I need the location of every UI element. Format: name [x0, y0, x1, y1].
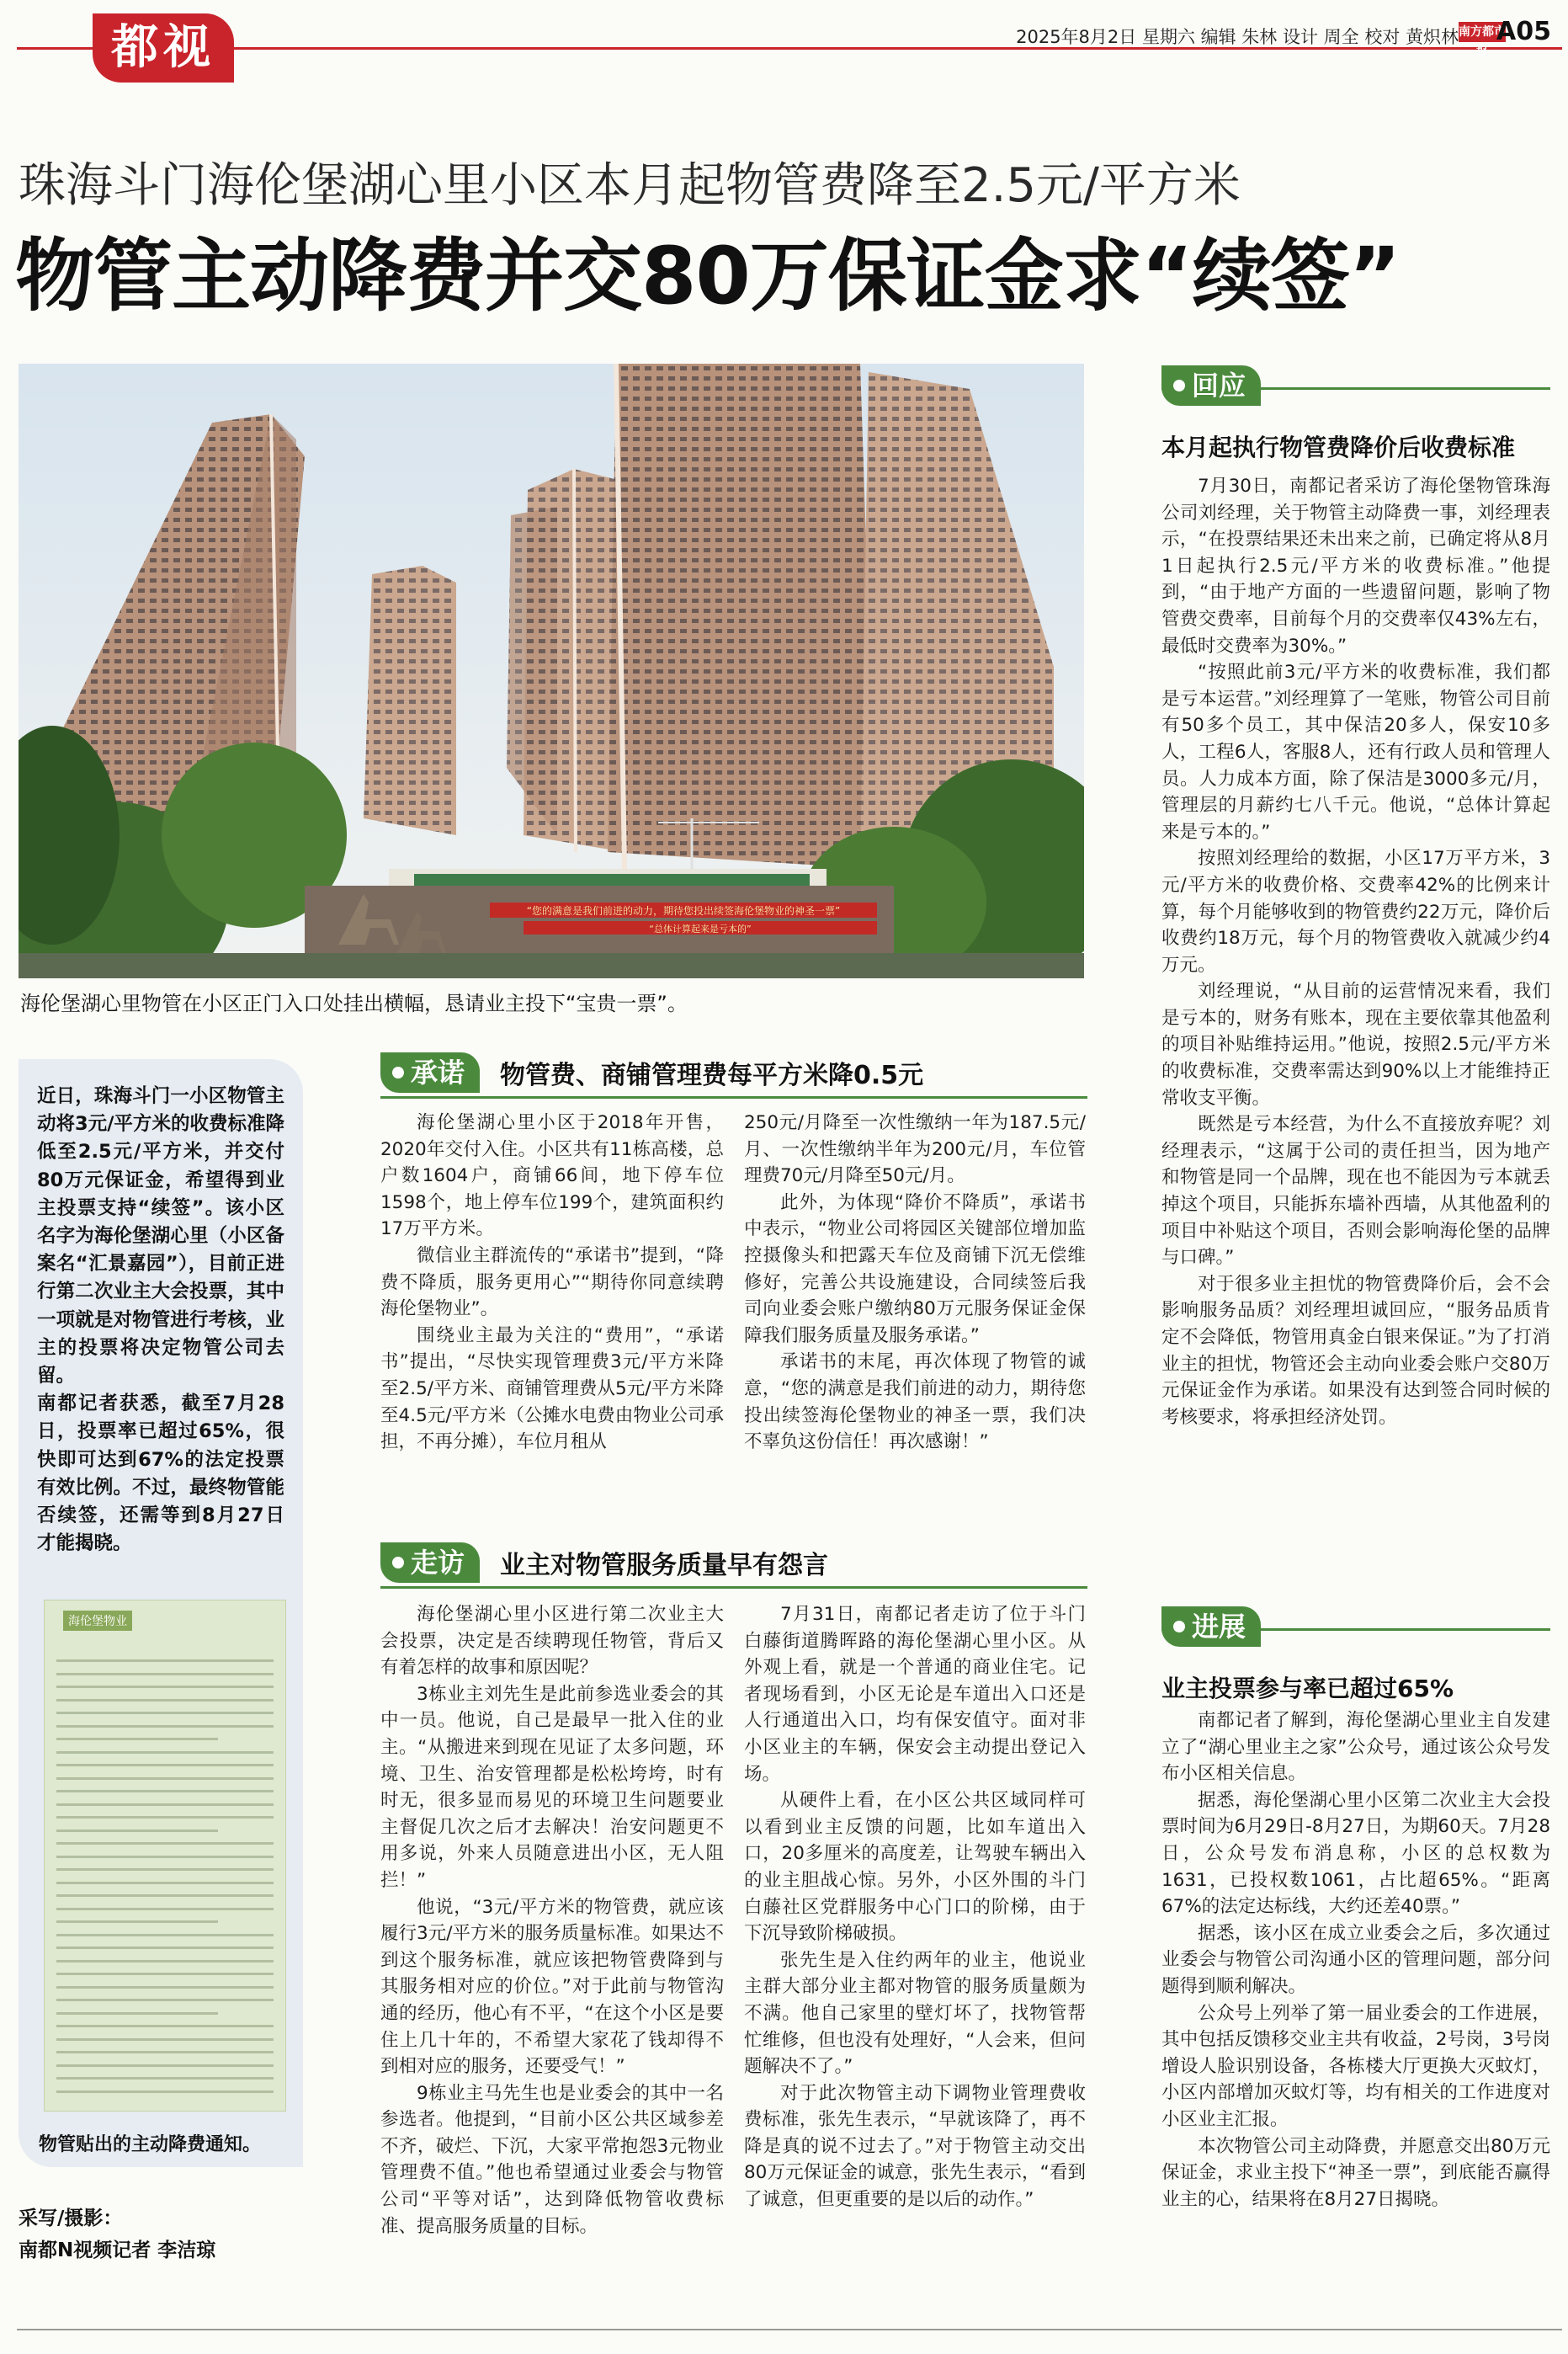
notice-text-line — [56, 1764, 274, 1766]
promise-column-1 — [380, 1110, 724, 1456]
visit-rule — [380, 1586, 1087, 1589]
response-paragraph: 7月30日，南都记者采访了海伦堡物管珠海公司刘经理，关于物管主动降费一事，刘经理表示，“在投票结果还未出来之前，已确定将从8月1日起执行2.5元/平方米的收费标准。”他提到，“由于地产方面的一些遗留问题，影响了物管费交费率，目前每个月的交费率仅43%左右，最低时交费率为30%。” — [1161, 476, 1550, 657]
notice-text-line — [56, 1659, 274, 1662]
notice-text-line — [56, 1868, 274, 1871]
notice-text-line — [56, 1986, 274, 1989]
notice-text-line — [56, 1894, 274, 1897]
notice-text-line — [56, 2038, 274, 2041]
byline — [19, 2202, 215, 2266]
photo-caption: 海伦堡湖心里物管在小区正门入口处挂出横幅，恳请业主投下“宝贵一票”。 — [20, 992, 688, 1015]
notice-text-line — [56, 1973, 274, 1975]
promise-paragraph: 围绕业主最为关注的“费用”，“承诺书”提出，“尽快实现管理费3元/平方米降至2.5/平方米、商铺管理费从5元/平方米降至4.5元/平方米（公摊水电费由物业公司承担，不再分摊），车位月租从 — [380, 1324, 724, 1453]
bullet-dot-icon — [1173, 380, 1185, 391]
promise-paragraph: 微信业主群流传的“承诺书”提到，“降费不降质，服务更用心”“期待你同意续聘海伦堡物业”。 — [380, 1244, 724, 1320]
notice-text-line — [56, 1882, 274, 1884]
progress-section — [1161, 1606, 1550, 1704]
visit-paragraph: 张先生是入住约两年的业主，他说业主群大部分业主都对物管的服务质量颇为不满。他自己家里的壁灯坏了，找物管帮忙维修，但也没有处理好，“人会来，但问题解决不了。” — [744, 1949, 1086, 2078]
issue-info: 2025年8月2日 星期六 编辑 朱林 设计 周全 校对 黄炽林 — [1016, 27, 1459, 47]
footer-rule — [17, 2329, 1562, 2330]
notice-text-line — [56, 1790, 274, 1792]
progress-paragraph: 南都记者了解到，海伦堡湖心里业主自发建立了“湖心里业主之家”公众号，通过该公众号发布小区相关信息。 — [1161, 1710, 1550, 1785]
notice-logo: 海伦堡物业 — [63, 1611, 132, 1631]
progress-paragraph: 据悉，海伦堡湖心里小区第二次业主大会投票时间为6月29日-8月27日，为期60天。7月28日，公众号发布消息称，小区的总权数为1631，已投权数1061，占比超65%。“距离67%的法定达标线，大约还差40票。” — [1161, 1789, 1550, 1918]
visit-paragraph: 3栋业主刘先生是此前参选业委会的其中一员。他说，自己是最早一批入住的业主。“从搬进来到现在见证了太多问题，环境、卫生、治安管理都是松松垮垮，时有时无，很多显而易见的环境卫生问题要业主督促几次之后才去解决！治安问题更不用多说，外来人员随意进出小区，无人阻拦！” — [380, 1683, 724, 1891]
notice-text-line — [56, 1934, 274, 1936]
promise-paragraph: 海伦堡湖心里小区于2018年开售，2020年交付入住。小区共有11栋高楼，总户数1604户，商铺66间，地下停车位1598个，地上停车位199个，建筑面积约17万平方米。 — [380, 1112, 724, 1240]
response-paragraph: 既然是亏本经营，为什么不直接放弃呢？刘经理表示，“这属于公司的责任担当，因为地产和物管是同一个品牌，现在也不能因为亏本就丢掉这个项目，只能拆东墙补西墙，从其他盈利的项目中补贴这个项目，否则会影响海伦堡的品牌与口碑。” — [1161, 1114, 1550, 1269]
notice-text-line — [56, 1947, 274, 1949]
byline-name: 南都N视频记者 李洁琼 — [19, 2239, 216, 2261]
visit-column-1 — [380, 1601, 724, 2239]
page-number: A05 — [1496, 17, 1551, 46]
visit-paragraph: 对于此次物管主动下调物业管理费收费标准，张先生表示，“早就该降了，再不降是真的说不过去了。”对于物管主动交出80万元保证金的诚意，张先生表示，“看到了诚意，但更重要的是以后的动作。” — [744, 2082, 1086, 2211]
visit-section — [380, 1542, 1087, 1589]
bullet-dot-icon — [392, 1557, 404, 1568]
notice-text-line — [56, 1712, 274, 1714]
promise-paragraph: 250元/月降至一次性缴纳一年为187.5元/月、一次性缴纳半年为200元/月，车位管理费70元/月降至50元/月。 — [744, 1112, 1086, 1187]
kicker-headline: 珠海斗门海伦堡湖心里小区本月起物管费降至2.5元/平方米 — [19, 158, 1241, 213]
notice-text-line — [56, 1673, 274, 1675]
notice-text-line — [56, 1960, 274, 1963]
notice-text-line — [56, 1842, 274, 1845]
notice-text-line — [56, 2051, 274, 2053]
visit-paragraph: 他说，“3元/平方米的物管费，就应该履行3元/平方米的服务质量标准。如果达不到这个服务标准，就应该把物管费降到与其服务相对应的价位。”对于此前与物管沟通的经历，他心有不平，“在这个小区是要住上几十年的，不希望大家花了钱却得不到相对应的服务，还要受气！” — [380, 1896, 724, 2078]
visit-paragraph: 海伦堡湖心里小区进行第二次业主大会投票，决定是否续聘现任物管，背后又有着怎样的故事和原因呢？ — [380, 1604, 724, 1679]
photo-banner-text-2: “总体计算起来是亏本的” — [649, 924, 752, 935]
section-badge: 都视 — [93, 13, 234, 83]
promise-tag: 承诺 — [380, 1052, 480, 1093]
notice-text-line — [56, 1856, 274, 1858]
bullet-dot-icon — [1173, 1621, 1185, 1632]
visit-paragraph: 从硬件上看，在小区公共区域同样可以看到业主反馈的问题，比如车道出入口，20多厘米的高度差，让驾驶车辆出入的业主胆战心惊。另外，小区外围的斗门白藤社区党群服务中心门口的阶梯，由于下沉导致阶梯破损。 — [744, 1790, 1086, 1945]
response-tag: 回应 — [1161, 365, 1261, 406]
lead-paragraph-2: 南都记者获悉，截至7月28日，投票率已超过65%，很快即可达到67%的法定投票有效比例。不过，最终物管能否续签，还需等到8月27日才能揭晓。 — [37, 1393, 284, 1555]
response-column — [1161, 473, 1550, 1430]
response-paragraph: 按照刘经理给的数据，小区17万平方米，3元/平方米的收费价格、交费率42%的比例来计算，每个月能够收到的物管费约22万元，降价后收费约18万元，每个月的物管费收入就减少约4万元。 — [1161, 848, 1550, 976]
promise-paragraph: 承诺书的末尾，再次体现了物管的诚意，“您的满意是我们前进的动力，期待您投出续签海伦堡物业的神圣一票，我们决不辜负这份信任！再次感谢！” — [744, 1351, 1086, 1453]
notice-text-line — [56, 2077, 274, 2080]
news-photo — [19, 364, 1084, 978]
lead-box — [19, 1059, 303, 2167]
promise-rule — [380, 1096, 1087, 1099]
notice-text-line — [56, 1999, 274, 2001]
notice-text-line — [56, 1777, 274, 1780]
notice-text-line — [56, 2064, 274, 2067]
notice-text-line — [56, 1738, 218, 1740]
photo-banner-text-1: “您的满意是我们前进的动力，期待您投出续签海伦堡物业的神圣一票” — [526, 905, 841, 917]
main-headline: 物管主动降费并交80万保证金求“续签” — [15, 231, 1401, 322]
notice-caption: 物管贴出的主动降费通知。 — [39, 2134, 262, 2155]
notice-text-line — [56, 1686, 274, 1688]
notice-text-line — [56, 2012, 218, 2015]
response-paragraph: 对于很多业主担忧的物管费降价后，会不会影响服务品质？刘经理坦诚回应，“服务品质肯定不会降低，物管用真金白银来保证。”为了打消业主的担忧，物管还会主动向业委会账户交80万元保证金作为承诺。如果没有达到签合同时候的考核要求，将承担经济处罚。 — [1161, 1273, 1550, 1428]
notice-text-line — [56, 1699, 274, 1702]
notice-text-line — [56, 1829, 218, 1832]
progress-paragraph: 公众号上列举了第一届业委会的工作进展，其中包括反馈移交业主共有收益，2号岗，3号岗增设人脸识别设备，各栋楼大厅更换大灭蚊灯，小区内部增加灭蚊灯等，均有相关的工作进度对小区业主汇报。 — [1161, 2002, 1550, 2130]
progress-subhead: 业主投票参与率已超过65% — [1161, 1675, 1454, 1702]
notice-text-line — [56, 1751, 274, 1754]
visit-column-2 — [744, 1601, 1086, 2213]
notice-text-line — [56, 2090, 274, 2093]
promise-section — [380, 1052, 1087, 1099]
lead-paragraph-1: 近日，珠海斗门一小区物管主动将3元/平方米的收费标准降低至2.5元/平方米，并交付80万元保证金，希望得到业主投票支持“续签”。该小区名字为海伦堡湖心里（小区备案名“汇景嘉园”），目前正进行第二次业主大会投票，其中一项就是对物管进行考核，业主的投票将决定物管公司去留。 — [37, 1085, 284, 1387]
promise-paragraph: 此外，为体现“降价不降质”，承诺书中表示，“物业公司将园区关键部位增加监控摄像头和把露天车位及商铺下沉无偿维修好，完善公共设施建设，合同续签后我司向业委会账户缴纳80万元服务保证金保障我们服务质量及服务承诺。” — [744, 1191, 1086, 1346]
bullet-dot-icon — [392, 1067, 404, 1078]
notice-text-line — [56, 1920, 218, 1923]
notice-text-line — [56, 1908, 274, 1910]
response-section — [1161, 365, 1550, 463]
paper-logo: 南方都市报 — [1459, 22, 1506, 42]
notice-text-line — [56, 1803, 274, 1806]
fee-notice-photo — [44, 1600, 286, 2112]
apartment-towers-image — [19, 364, 1084, 978]
notice-text-line — [56, 1816, 274, 1819]
progress-paragraph: 据悉，该小区在成立业委会之后，多次通过业委会与物管公司沟通小区的管理问题，部分问题得到顺利解决。 — [1161, 1922, 1550, 1997]
progress-paragraph: 本次物管公司主动降费，并愿意交出80万元保证金，求业主投下“神圣一票”，到底能否赢得业主的心，结果将在8月27日揭晓。 — [1161, 2135, 1550, 2210]
notice-text-line — [56, 1725, 274, 1728]
notice-text-line — [56, 2025, 274, 2027]
promise-subhead: 物管费、商铺管理费每平方米降0.5元 — [500, 1061, 924, 1090]
visit-subhead: 业主对物管服务质量早有怨言 — [500, 1551, 829, 1580]
lead-text — [37, 1083, 284, 1558]
response-subhead: 本月起执行物管费降价后收费标准 — [1161, 434, 1516, 461]
progress-tag: 进展 — [1161, 1606, 1261, 1647]
byline-label: 采写/摄影： — [19, 2208, 123, 2229]
response-paragraph: 刘经理说，“从目前的运营情况来看，我们是亏本的，财务有账本，现在主要依靠其他盈利的项目补贴维持运用。”他说，按照2.5元/平方米的收费标准，交费率需达到90%以上才能维持正常收支平衡。 — [1161, 981, 1550, 1109]
visit-paragraph: 7月31日，南都记者走访了位于斗门白藤街道腾晖路的海伦堡湖心里小区。从外观上看，就是一个普通的商业住宅。记者现场看到，小区无论是车道出入口还是人行通道出入口，均有保安值守。面对非小区业主的车辆，保安会主动提出登记入场。 — [744, 1604, 1086, 1785]
visit-tag: 走访 — [380, 1542, 480, 1583]
visit-paragraph: 9栋业主马先生也是业委会的其中一名参选者。他提到，“目前小区公共区域参差不齐，破烂、下沉，大家平常抱怨3元物业管理费不值。”他也希望通过业委会与物管公司“平等对话”，达到降低物管收费标准、提高服务质量的目标。 — [380, 2082, 724, 2237]
promise-column-2 — [744, 1110, 1086, 1456]
progress-column — [1161, 1707, 1550, 2213]
response-paragraph: “按照此前3元/平方米的收费标准，我们都是亏本运营。”刘经理算了一笔账，物管公司目前有50多个员工，其中保洁20多人，保安10多人，工程6人，客服8人，还有行政人员和管理人员。人力成本方面，除了保洁是3000多元/月，管理层的月薪约七八千元。他说，“总体计算起来是亏本的。” — [1161, 662, 1550, 843]
